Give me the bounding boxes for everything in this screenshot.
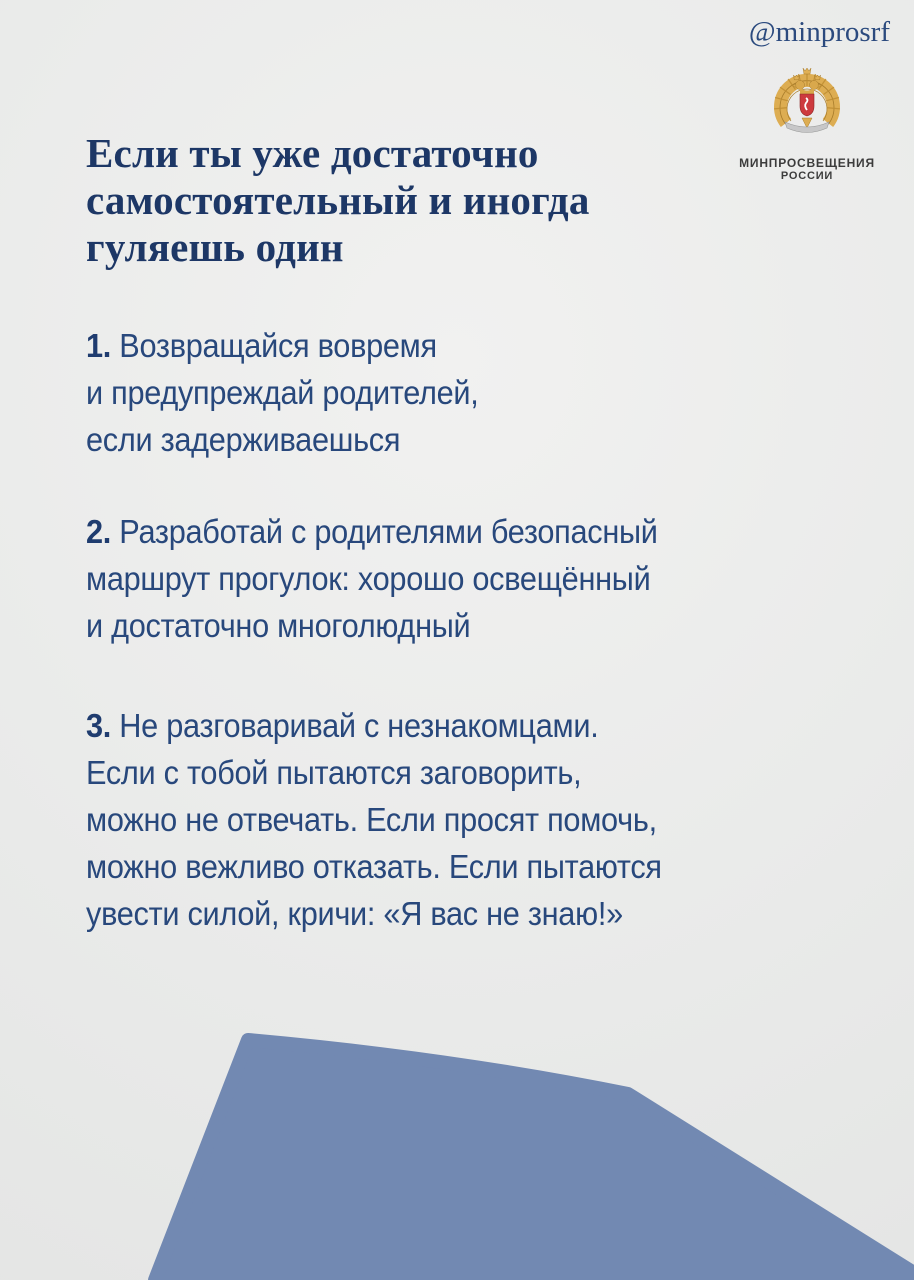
ministry-logo [722, 66, 892, 182]
tip-number-2: 2. [86, 513, 112, 550]
ministry-name-line2: РОССИИ [780, 170, 834, 182]
tip-number-3: 3. [86, 707, 112, 744]
tip-number-1: 1. [86, 327, 112, 364]
tip-text-2: Разработай с родителями безопасный маршрут прогулок: хорошо освещённый и достаточно многолюдный [86, 513, 658, 644]
tip-text-3: Не разговаривай с незнакомцами. Если с тобой пытаются заговорить, можно не отвечать. Если просят помочь, можно вежливо отказать. Если пытаются увести силой, кричи: «Я вас не знаю!» [86, 707, 662, 932]
safety-tip-1 [86, 322, 479, 463]
eagle-emblem-icon [757, 66, 857, 154]
safety-tip-3 [86, 702, 662, 937]
social-handle[interactable]: @minprosrf [748, 16, 890, 48]
safety-tip-2 [86, 508, 658, 649]
page-title: Если ты уже достаточно самостоятельный и иногда гуляешь один [86, 130, 590, 270]
ministry-name-line1: МИНПРОСВЕЩЕНИЯ [739, 156, 875, 170]
tip-text-1: Возвращайся вовремя и предупреждай родителей, если задерживаешься [86, 327, 479, 458]
